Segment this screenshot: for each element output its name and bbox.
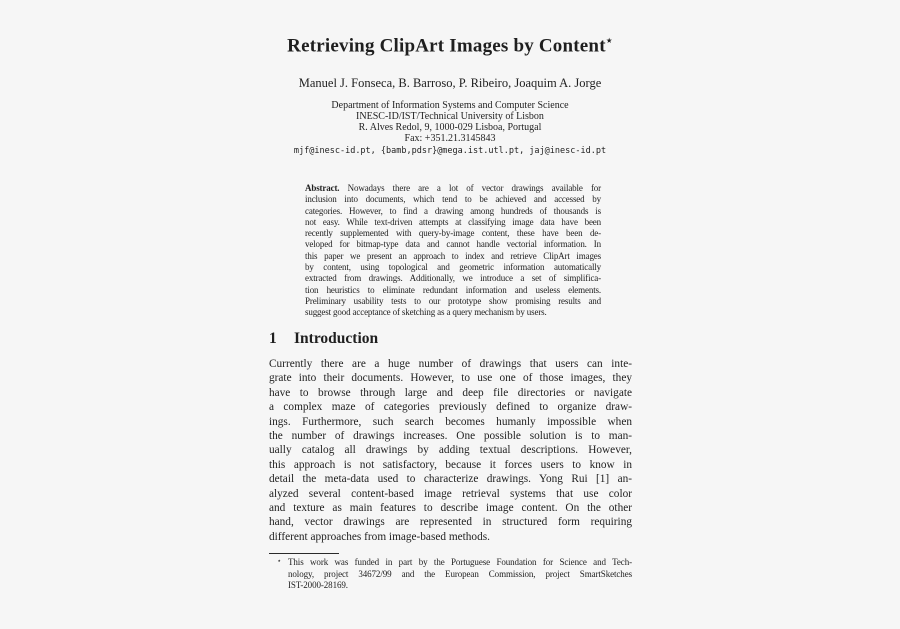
text-line: the number of drawings increases. One possible solution is to man-	[269, 430, 632, 443]
text-line: INESC-ID/IST/Technical University of Lisbon	[356, 111, 544, 122]
footnote-lines	[288, 569, 632, 592]
text-line: Fax: +351.21.3145843	[404, 133, 496, 144]
text-line: ually catalog all drawings by adding textual descriptions. However,	[269, 444, 632, 457]
introduction-paragraph	[269, 357, 632, 544]
text-line: IST-2000-28169.	[288, 580, 348, 591]
text-line: not easy. While text-driven attempts at classifying image data have been	[305, 216, 601, 227]
text-line: Department of Information Systems and Computer Science	[331, 100, 569, 111]
text-line: categories. However, to find a drawing among hundreds of thousands is	[305, 205, 601, 216]
text-line: hand, vector drawings are represented in structured form requiring	[269, 516, 632, 529]
text-line: different approaches from image-based methods.	[269, 530, 490, 543]
abstract-first-line-text: Nowadays there are a lot of vector drawings available for	[347, 183, 601, 193]
text-line: detail the meta-data used to characterize drawings. Yong Rui [1] an-	[269, 473, 632, 486]
text-line: by content, using topological and geometric information automatically	[305, 262, 601, 273]
text-line: tion heuristics to eliminate redundant information and useless elements.	[305, 284, 601, 295]
text-line: R. Alves Redol, 9, 1000-029 Lisboa, Portugal	[358, 122, 542, 133]
text-line: grate into their documents. However, to use one of those images, they	[269, 372, 632, 385]
section-number: 1	[269, 330, 277, 347]
text-line: a complex maze of categories previously defined to organize draw-	[269, 401, 632, 414]
text-line: inclusion into documents, which tend to be achieved and accessed by	[305, 194, 601, 205]
footnote-marker: ⋆	[277, 557, 282, 565]
footnote-first-line	[277, 557, 632, 569]
footnote-rule	[269, 553, 339, 554]
abstract-lines	[305, 194, 601, 318]
text-line: extracted from drawings. Additionally, we introduce a set of simplifica-	[305, 273, 601, 284]
paper-title-text: Retrieving ClipArt Images by Content	[287, 35, 606, 57]
title-footnote-mark: ⋆	[605, 35, 613, 47]
text-line: veloped for bitmap-type data and cannot handle vectorial information. In	[305, 239, 601, 250]
text-line: nology, project 34672/99 and the European Commission, project SmartSketches	[288, 568, 632, 579]
text-line: have to browse through large and deep file directories or navigate	[269, 386, 632, 399]
abstract-label: Abstract.	[305, 183, 340, 193]
abstract-first-line	[305, 183, 601, 194]
text-line: and texture as main features to describe image content. On the other	[269, 502, 632, 515]
text-line: ings. Furthermore, such search becomes humanly impossible when	[269, 415, 632, 428]
text-line: suggest good acceptance of sketching as a query mechanism by users.	[305, 307, 547, 318]
text-line: Currently there are a huge number of drawings that users can inte-	[269, 358, 632, 370]
text-line: Preliminary usability tests to our prototype show promising results and	[305, 295, 601, 306]
text-line: this paper we present an approach to index and retrieve ClipArt images	[305, 250, 601, 261]
abstract-block	[305, 183, 601, 319]
text-line: recently supplemented with query-by-image content, these have been de-	[305, 228, 601, 239]
author-emails: mjf@inesc-id.pt, {bamb,pdsr}@mega.ist.utl.pt, jaj@inesc-id.pt	[293, 146, 607, 156]
footnote-first-line-text: This work was funded in part by the Portuguese Foundation for Science and Tech-	[288, 557, 632, 567]
text-line: alyzed several content-based image retrieval systems that use color	[269, 487, 632, 500]
authors-line: Manuel J. Fonseca, B. Barroso, P. Ribeiro, Joaquim A. Jorge	[298, 76, 602, 90]
section-title: Introduction	[294, 330, 379, 347]
text-line: this approach is not satisfactory, because it forces users to know in	[269, 458, 632, 471]
paper-title	[0, 34, 900, 57]
section-heading-introduction	[269, 330, 649, 348]
footnote-block	[277, 557, 632, 592]
affiliation-block	[0, 100, 900, 144]
